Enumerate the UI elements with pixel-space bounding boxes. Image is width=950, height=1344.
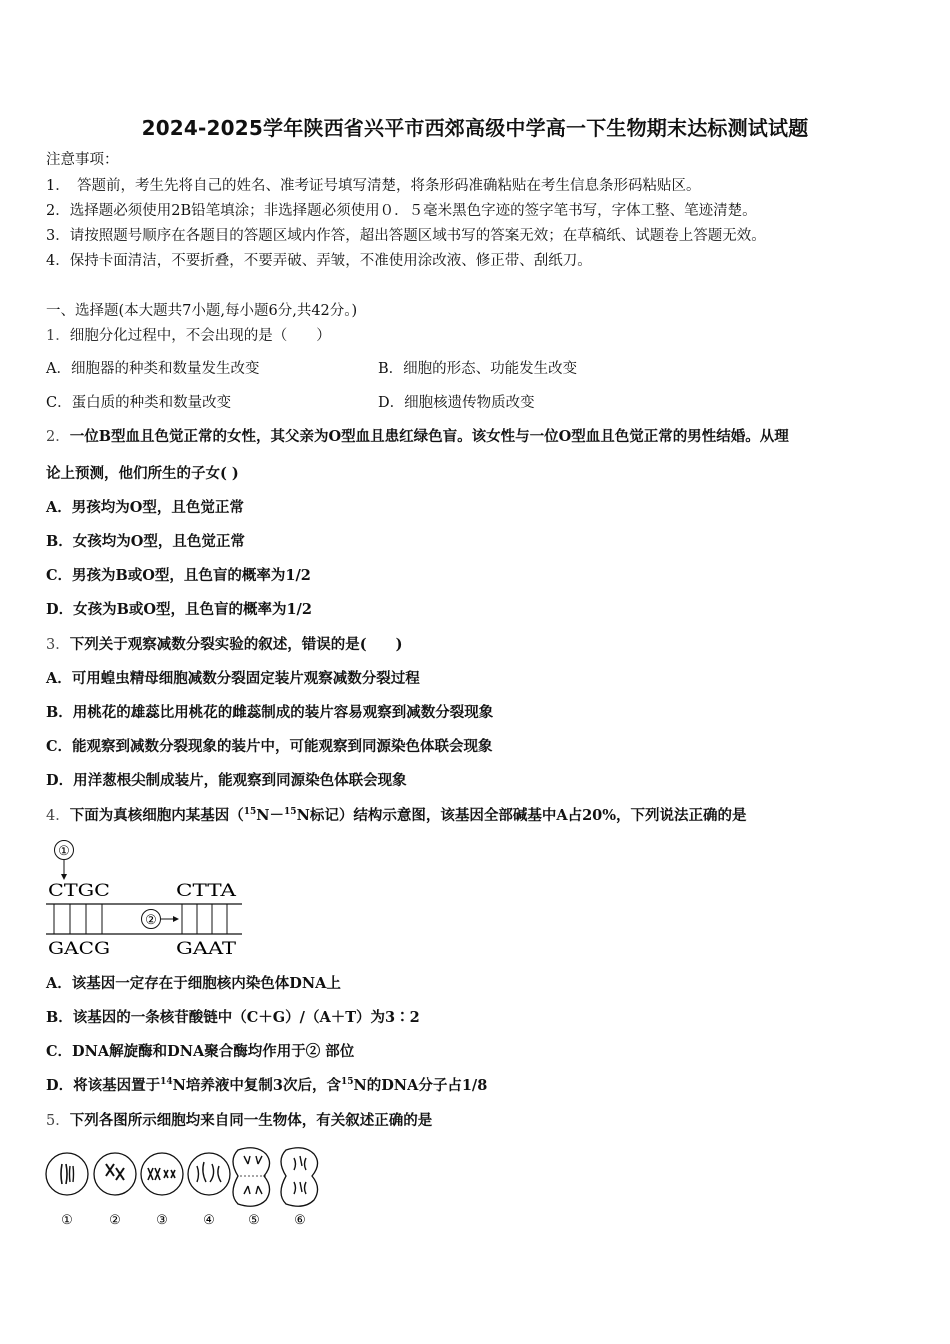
arrow-head-icon: [61, 874, 67, 880]
q1-option-a[interactable]: A．细胞器的种类和数量发生改变: [46, 361, 260, 377]
cell-division-figures: [44, 1146, 324, 1230]
cell-3-figure: [141, 1153, 183, 1195]
cell-5-figure: [233, 1148, 270, 1207]
notice-heading: 注意事项：: [46, 152, 119, 168]
cell-label-3: ③: [156, 1213, 168, 1228]
question-text: 下列各图所示细胞均来自同一生物体，有关叙述正确的是: [69, 1112, 433, 1129]
q2-option-d[interactable]: D．女孩为B或O型，且色盲的概率为1/2: [46, 601, 312, 618]
q4-option-c[interactable]: C．DNA解旋酶和DNA聚合酶均作用于② 部位: [46, 1043, 355, 1060]
cell-1-figure: [46, 1153, 88, 1195]
question-text: 一位B型血且色觉正常的女性，其父亲为O型血且患红绿色盲。该女性与一位O型血且色觉正常的男性结婚。从理: [69, 428, 789, 445]
top-strand-right-bases: CTTA: [176, 881, 237, 901]
cell-label-4: ④: [203, 1213, 215, 1228]
q3-option-a[interactable]: A．可用蝗虫精母细胞减数分裂固定装片观察减数分裂过程: [46, 670, 420, 687]
page-title: 2024-2025学年陕西省兴平市西郊高级中学高一下生物期末达标测试试题: [141, 116, 809, 140]
cell-label-1: ①: [61, 1213, 73, 1228]
question-number: 4．: [46, 808, 70, 824]
q1-option-d[interactable]: D．细胞核遗传物质改变: [378, 395, 535, 411]
question-2-stem-line1: [46, 427, 789, 447]
arrow-head-icon: [173, 916, 179, 922]
q1-option-c[interactable]: C．蛋白质的种类和数量改变: [46, 395, 232, 411]
q3-option-c[interactable]: C．能观察到减数分裂现象的装片中，可能观察到同源染色体联会现象: [46, 738, 493, 755]
cell-6-figure: [281, 1148, 318, 1207]
question-5-stem: [46, 1111, 432, 1131]
cell-label-5: ⑤: [248, 1213, 260, 1228]
bottom-strand-left-bases: GACG: [48, 939, 110, 959]
notice-item-3: 3．请按照题号顺序在各题目的答题区域内作答，超出答题区域书写的答案无效；在草稿纸、试题卷上答题无效。: [46, 228, 766, 244]
cell-label-6: ⑥: [294, 1213, 306, 1228]
marker-2-label: ②: [145, 913, 157, 928]
notice-item-2: 2．选择题必须使用2B铅笔填涂；非选择题必须使用０．５毫米黑色字迹的签字笔书写，字体工整、笔迹清楚。: [46, 203, 757, 219]
section-heading: 一、选择题(本大题共7小题,每小题6分,共42分。): [46, 303, 358, 319]
bottom-strand-right-bases: GAAT: [176, 939, 237, 959]
cell-label-2: ②: [109, 1213, 121, 1228]
question-number: 5．: [46, 1113, 70, 1129]
notice-item-4: 4．保持卡面清洁，不要折叠，不要弄破、弄皱，不准使用涂改液、修正带、刮纸刀。: [46, 253, 592, 269]
q3-option-b[interactable]: B．用桃花的雄蕊比用桃花的雌蕊制成的装片容易观察到减数分裂现象: [46, 704, 494, 721]
question-number: 1．: [46, 328, 70, 344]
q3-option-d[interactable]: D．用洋葱根尖制成装片，能观察到同源染色体联会现象: [46, 772, 407, 789]
question-2-stem-line2: 论上预测，他们所生的子女( ): [46, 465, 239, 482]
question-3-stem: [46, 635, 402, 655]
notice-item-1: 1． 答题前，考生先将自己的姓名、准考证号填写清楚，将条形码准确粘贴在考生信息条形码粘贴区。: [46, 178, 701, 194]
q4-option-d[interactable]: D．将该基因置于$^{14}$N培养液中复制3次后，含$^{15}$N的DNA分子占1/8: [46, 1077, 488, 1094]
question-1-stem: [46, 326, 331, 346]
q4-option-b[interactable]: B．该基因的一条核苷酸链中（C＋G）/（A＋T）为3∶2: [46, 1009, 420, 1026]
q2-option-a[interactable]: A．男孩均为O型，且色觉正常: [46, 499, 244, 516]
gene-structure-diagram: [44, 836, 244, 960]
question-text: 下列关于观察减数分裂实验的叙述，错误的是( ): [69, 636, 403, 653]
question-4-stem: 4．下面为真核细胞内某基因（$^{15}$N－$^{15}$N标记）结构示意图，该基因全部碱基中A占20%，下列说法正确的是: [46, 807, 747, 824]
question-text: 细胞分化过程中，不会出现的是（ ）: [69, 328, 331, 344]
question-number: 3．: [46, 637, 70, 653]
cell-2-figure: [94, 1153, 136, 1195]
q4-option-a[interactable]: A．该基因一定存在于细胞核内染色体DNA上: [46, 975, 341, 992]
q2-option-b[interactable]: B．女孩均为O型，且色觉正常: [46, 533, 245, 550]
q1-option-b[interactable]: B．细胞的形态、功能发生改变: [378, 361, 578, 377]
question-number: 2．: [46, 429, 70, 445]
cell-4-figure: [188, 1153, 230, 1195]
q2-option-c[interactable]: C．男孩为B或O型，且色盲的概率为1/2: [46, 567, 311, 584]
marker-1-label: ①: [58, 844, 70, 859]
top-strand-left-bases: CTGC: [48, 881, 110, 901]
